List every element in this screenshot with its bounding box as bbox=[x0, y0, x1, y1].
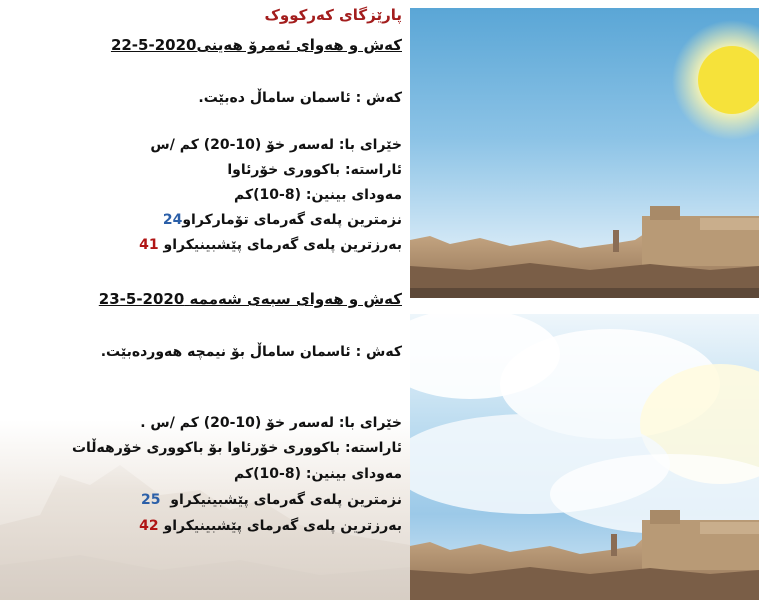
day2-min-label: نزمترین پلەی گەرمای پێشبینیکراو bbox=[170, 492, 402, 508]
day1-min-temp bbox=[163, 212, 402, 228]
day2-max-value: 42 bbox=[139, 518, 159, 534]
day2-min-temp bbox=[141, 492, 402, 508]
day1-max-temp bbox=[139, 237, 402, 253]
page-title: پارێزگای کەرکووک bbox=[264, 6, 402, 24]
image-separator bbox=[410, 298, 759, 314]
day2-max-label: بەرزترین پلەی گەرمای پێشبینیکراو bbox=[163, 518, 402, 534]
day2-heading-date: 23-5-2020 bbox=[98, 290, 185, 308]
cloudy-sky-image bbox=[410, 314, 759, 600]
day1-min-value: 24 bbox=[162, 212, 183, 228]
day1-heading-date: 22-5-2020 bbox=[110, 36, 197, 54]
day2-direction: ئاراستە: باکووری خۆرئاوا بۆ باکووری خۆرهەڵات bbox=[71, 440, 402, 456]
day2-heading-text: کەش و هەوای سبەی شەممە bbox=[189, 290, 402, 308]
day1-wind: خێرای با: لەسەر خۆ (10-20) کم /س bbox=[150, 137, 402, 153]
day1-direction: ئاراستە: باکووری خۆرئاوا bbox=[227, 162, 402, 178]
day1-min-label: نزمترین پلەی گەرمای تۆمارکراو bbox=[182, 212, 402, 228]
sunny-sky-image bbox=[410, 8, 759, 298]
day1-sky: کەش : ئاسمان ساماڵ دەبێت. bbox=[198, 90, 402, 106]
day1-visibility: مەودای بینین: (8-10)کم bbox=[234, 187, 402, 203]
day2-min-value: 25 bbox=[141, 492, 161, 508]
day1-max-value: 41 bbox=[139, 237, 159, 253]
day2-visibility: مەودای بینین: (8-10)کم bbox=[234, 466, 402, 482]
cloudy-castle-illustration bbox=[410, 314, 759, 600]
day1-max-label: بەرزترین پلەی گەرمای پێشبینیکراو bbox=[163, 237, 402, 253]
day2-heading bbox=[99, 290, 402, 308]
day1-heading-text: کەش و هەوای ئەمرۆ هەینی bbox=[196, 36, 402, 54]
sunny-castle-illustration bbox=[410, 8, 759, 298]
day2-max-temp bbox=[139, 518, 402, 534]
image-column bbox=[410, 0, 759, 600]
day1-heading bbox=[111, 36, 402, 54]
day2-wind: خێرای با: لەسەر خۆ (10-20) کم /س . bbox=[140, 415, 402, 431]
day2-sky: کەش : ئاسمان ساماڵ بۆ نیمچە هەوردەبێت. bbox=[100, 344, 402, 360]
